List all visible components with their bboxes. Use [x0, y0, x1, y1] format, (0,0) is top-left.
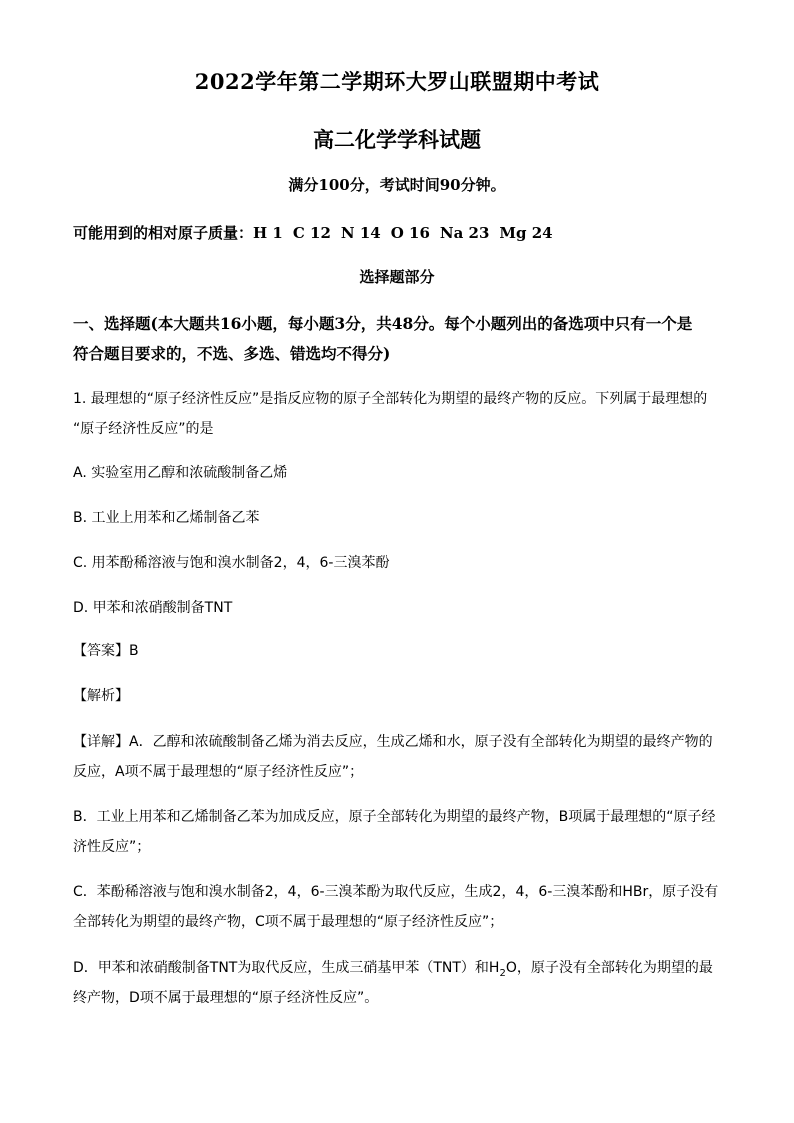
option-a: A. 实验室用乙醇和浓硫酸制备乙烯 [73, 465, 288, 481]
detail-line: 【详解】A．乙醇和浓硫酸制备乙烯为消去反应，生成乙烯和水，原子没有全部转化为期望的最终产物的 [73, 734, 713, 750]
detail-line: B．工业上用苯和乙烯制备乙苯为加成反应，原子全部转化为期望的最终产物，B项属于最理想的“原子经 [73, 809, 716, 825]
detail-line [73, 957, 713, 979]
option-c: C. 用苯酚稀溶液与饱和溴水制备2，4，6-三溴苯酚 [73, 555, 390, 571]
detail-line: 终产物，D项不属于最理想的“原子经济性反应”。 [73, 990, 379, 1006]
exam-title: 2022学年第二学期环大罗山联盟期中考试 [194, 69, 600, 94]
section-title: 选择题部分 [359, 268, 435, 286]
detail-line: 全部转化为期望的最终产物，C项不属于最理想的“原子经济性反应”； [73, 914, 504, 930]
atomic-mass-label: 可能用到的相对原子质量： [73, 224, 254, 242]
atomic-mass-item: N 14 [340, 224, 381, 242]
answer-value: B [129, 643, 139, 659]
section-instruction-line: 一、选择题(本大题共16小题，每小题3分，共48分。每个小题列出的备选项中只有一个是 [73, 314, 693, 333]
section-instruction-line: 符合题目要求的，不选、多选、错选均不得分) [73, 344, 391, 363]
option-b: B. 工业上用苯和乙烯制备乙苯 [73, 510, 260, 526]
answer-line [73, 640, 139, 660]
detail-d-text: O，原子没有全部转化为期望的最 [505, 960, 713, 976]
atomic-mass-line [73, 222, 553, 243]
detail-line: 反应，A项不属于最理想的“原子经济性反应”； [73, 764, 364, 780]
answer-tag: 【答案】 [73, 643, 129, 659]
subscript: 2 [499, 967, 506, 979]
atomic-mass-item: C 12 [292, 224, 331, 242]
question-stem-line: “原子经济性反应”的是 [73, 421, 214, 437]
question-stem-line: 1. 最理想的“原子经济性反应”是指反应物的原子全部转化为期望的最终产物的反应。下列属于最理想的 [73, 391, 708, 407]
exam-subtitle: 高二化学学科试题 [313, 127, 481, 152]
detail-d-text: D．甲苯和浓硝酸制备TNT为取代反应，生成三硝基甲苯（TNT）和H [73, 960, 500, 976]
atomic-mass-item: H 1 [253, 224, 283, 242]
detail-line: C．苯酚稀溶液与饱和溴水制备2，4，6-三溴苯酚为取代反应，生成2，4，6-三溴苯酚和HBr，原子没有 [73, 884, 719, 900]
analysis-tag: 【解析】 [73, 688, 129, 704]
detail-line: 济性反应”； [73, 839, 151, 855]
exam-meta: 满分100分，考试时间90分钟。 [288, 176, 506, 194]
atomic-mass-item: Mg 24 [499, 224, 553, 242]
atomic-mass-item: Na 23 [439, 224, 490, 242]
atomic-mass-item: O 16 [390, 224, 430, 242]
option-d: D. 甲苯和浓硝酸制备TNT [73, 600, 233, 616]
